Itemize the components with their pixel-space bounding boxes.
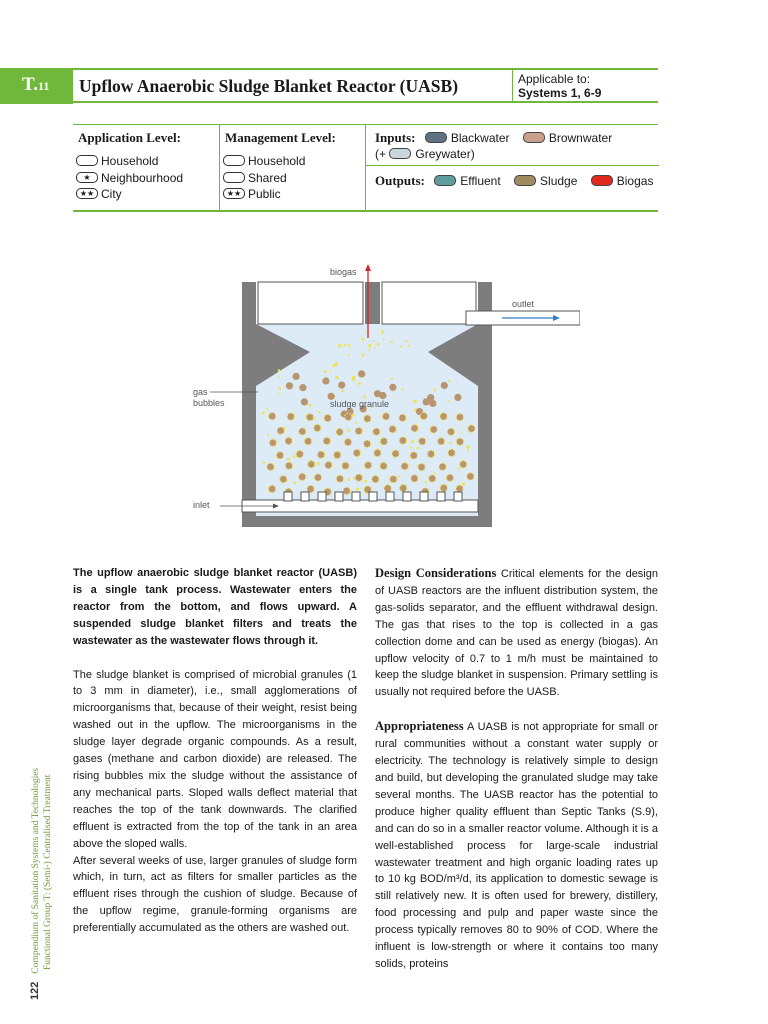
gas-bubble (338, 344, 341, 347)
sludge-granule (441, 382, 448, 389)
sludge-granule (373, 428, 380, 435)
gas-bubble (373, 340, 375, 342)
gas-bubble (381, 330, 384, 333)
body-paragraph: After several weeks of use, larger granules of sludge form which, in turn, act as filters for smaller particles as the effluent rises through the cushion of sludge. Because of the upflow regime, granule-forming organisms are preferentially accumulated as the others are washed out. (73, 854, 357, 935)
sludge-granule (364, 440, 371, 447)
sludge-granule (293, 373, 300, 380)
sludge-granule (267, 463, 274, 470)
sludge-granule (325, 462, 332, 469)
technology-header (0, 68, 658, 104)
sludge-granule (420, 412, 427, 419)
distributor-nozzle (369, 492, 377, 501)
sludge-granule (467, 473, 474, 480)
brownwater-swatch-icon (523, 132, 545, 143)
sludge-granule (324, 415, 331, 422)
page-number: 122 (29, 981, 41, 1000)
sludge-granule (399, 437, 406, 444)
sludge-granule (277, 452, 284, 459)
sludge-granule (301, 398, 308, 405)
sludge-granule (299, 428, 306, 435)
sludge-granule (342, 462, 349, 469)
sludge-granule (446, 474, 453, 481)
sludge-granule (345, 413, 352, 420)
compendium-title: Compendium of Sanitation Systems and Technologies (31, 767, 41, 974)
sludge-granule (299, 473, 306, 480)
gas-bubble (266, 407, 268, 409)
application-level-item (76, 171, 183, 185)
sludge-granule (277, 427, 284, 434)
gas-bubble (365, 331, 367, 333)
gas-bubble (391, 378, 393, 380)
design-considerations-paragraph (375, 565, 658, 701)
sludge-granule (390, 476, 397, 483)
sludge-granule (448, 449, 455, 456)
sludge-granule (343, 487, 350, 494)
gas-bubble (284, 427, 286, 429)
technology-code-box (0, 68, 73, 104)
sludge-granule (285, 437, 292, 444)
section-text: A UASB is not appropriate for small or rural communities without a constant water supply or electricity. The technology is relatively simple to design and build, but developing the granulated sludge may take several months. The UASB reactor has the potential to produce higher quality effluent than Septic Tanks (S.9), and can do so in a smaller reactor volume. Although it is a well-established process for large-scale industrial wastewater treatment and high organic loading rates up to 10 kg BOD/m³/d, its application to domestic sewage is still relatively new. It is often used for brewery, distillery, food processing and pulp and paper waste since the process typically removes 80 to 90% of COD. Where the influent is low-strength or where it contains too many solids, proteins (375, 721, 658, 970)
distributor-nozzle (386, 492, 394, 501)
technology-number: 11 (38, 79, 50, 93)
uasb-diagram (180, 258, 580, 533)
level-marker-icon (223, 155, 245, 166)
gas-bubble (344, 344, 347, 347)
level-label: Public (248, 187, 281, 201)
sludge-granule (365, 462, 372, 469)
gas-bubble (434, 472, 436, 474)
gas-bubble (308, 404, 311, 407)
sludge-granule (353, 449, 360, 456)
sludge-granule (338, 382, 345, 389)
body-paragraph: The sludge blanket is comprised of microbial granules (1 to 3 mm in diameter), i.e., small agglomerations of microorganisms that, because of their weight, resist being washed out in the upflow. The microorganisms in the sludge layer degrade organic compounds. As a result, gases (methane and carbon dioxide) are released. The rising bubbles mix the sludge without the assistance of any mechanical parts. Sloped walls deflect material that reaches the top of the tank downwards. The clarified effluent is extracted from the top of the tank in an area above the sloped walls. (73, 668, 357, 850)
gas-bubble (414, 400, 417, 403)
label-gas-bubbles-line2: bubbles (193, 398, 225, 408)
level-label: Household (101, 154, 159, 168)
distributor-nozzle (437, 492, 445, 501)
gas-bubble (458, 467, 460, 469)
sludge-granule (411, 425, 418, 432)
gas-dome-right (380, 282, 478, 324)
label-inlet: inlet (193, 500, 210, 510)
sludge-granule (419, 438, 426, 445)
management-level-item (223, 154, 305, 168)
gas-bubble (335, 364, 337, 366)
input-label: Blackwater (450, 131, 510, 145)
sludge-granule (392, 450, 399, 457)
application-level-heading: Application Level: (78, 130, 181, 145)
sludge-granule (308, 461, 315, 468)
gas-bubble (364, 480, 367, 483)
greywater-swatch-icon (389, 148, 411, 159)
section-heading: Design Considerations (375, 566, 497, 580)
sludge-granule (323, 437, 330, 444)
sludge-granule (269, 485, 276, 492)
functional-group: Functional Group T: (Semi-) Centralised Treatment (43, 774, 53, 970)
sludge-granule (440, 413, 447, 420)
sludge-granule (460, 461, 467, 468)
level-marker-icon (76, 155, 98, 166)
sludge-granule (382, 413, 389, 420)
biogas-swatch-icon (591, 175, 613, 186)
gas-bubble (263, 461, 266, 464)
gas-bubble (347, 478, 350, 481)
sludge-granule (429, 475, 436, 482)
biogas-arrow-head-icon (365, 264, 371, 271)
application-level-item (76, 187, 122, 201)
output-label: Sludge (540, 174, 578, 188)
gas-bubble (352, 414, 355, 417)
gas-bubble (361, 338, 364, 341)
level-label: Neighbourhood (101, 171, 184, 185)
sludge-granule (389, 426, 396, 433)
sludge-swatch-icon (514, 175, 536, 186)
gas-bubble (362, 354, 365, 357)
sludge-granule (269, 439, 276, 446)
sludge-granule (401, 463, 408, 470)
sludge-granule (468, 425, 475, 432)
section-heading: Appropriateness (375, 719, 464, 734)
right-column (375, 565, 658, 973)
application-level-item (76, 154, 158, 168)
output-label: Effluent (460, 174, 501, 188)
management-level-column (219, 125, 366, 210)
gas-bubble (330, 371, 332, 373)
sludge-granule (456, 414, 463, 421)
sludge-granule (389, 384, 396, 391)
sludge-granule (287, 413, 294, 420)
gas-bubble (267, 434, 269, 436)
lead-paragraph: The upflow anaerobic sludge blanket reactor (UASB) is a single tank process. Wastewater enters the reactor from the bottom, and flows upward. A suspended sludge blanket filters and treats the wastewater as the wastewater flows through it. (73, 567, 357, 647)
gas-bubble (293, 455, 296, 458)
sludge-granule (285, 462, 292, 469)
sludge-granule (411, 475, 418, 482)
sludge-granule (314, 474, 321, 481)
gas-bubble (450, 442, 452, 444)
sludge-granule (314, 424, 321, 431)
gas-bubble (317, 462, 320, 465)
sludge-granule (427, 450, 434, 457)
sludge-granule (447, 428, 454, 435)
input-label: Greywater) (415, 147, 475, 161)
gas-bubble (377, 343, 380, 346)
application-level-column (73, 125, 219, 210)
sludge-granule (317, 451, 324, 458)
sludge-granule (439, 463, 446, 470)
sludge-granule (456, 438, 463, 445)
appropriateness-paragraph (375, 718, 658, 973)
sludge-granule (322, 377, 329, 384)
distributor-nozzle (454, 492, 462, 501)
gas-bubble (278, 387, 281, 390)
sludge-granule (344, 439, 351, 446)
gas-bubble (410, 447, 412, 449)
distributor-nozzle (335, 492, 343, 501)
sludge-granule (286, 382, 293, 389)
gas-bubble (352, 376, 355, 379)
distributor-nozzle (420, 492, 428, 501)
gas-bubble (448, 400, 450, 402)
sludge-granule (280, 476, 287, 483)
output-label: Biogas (616, 174, 654, 188)
gas-bubble (348, 354, 350, 356)
gas-bubble (348, 344, 351, 347)
sludge-granule (456, 485, 463, 492)
gas-bubble (342, 390, 345, 393)
sludge-granule (269, 413, 276, 420)
gas-bubble (381, 332, 383, 334)
distributor-nozzle (403, 492, 411, 501)
level-marker-icon: ★★ (76, 188, 98, 199)
sludge-granule (438, 438, 445, 445)
page-title: Upflow Anaerobic Sludge Blanket Reactor (UASB) (79, 76, 459, 96)
applicable-value: Systems 1, 6-9 (518, 86, 602, 100)
sludge-granule (306, 414, 313, 421)
gas-bubble (278, 376, 280, 378)
label-gas-bubbles-line1: gas (193, 387, 208, 397)
sludge-granule (384, 485, 391, 492)
level-marker-icon: ★★ (223, 188, 245, 199)
outputs-heading: Outputs: (375, 173, 425, 188)
gas-bubble (356, 487, 359, 490)
sludge-granule (358, 370, 365, 377)
gas-bubble (278, 369, 281, 372)
gas-bubble (416, 447, 419, 450)
management-level-item (223, 187, 281, 201)
distributor-nozzle (284, 492, 292, 501)
inputs-extra-prefix: (+ (375, 147, 387, 161)
sludge-granule (380, 438, 387, 445)
applicable-label: Applicable to: (518, 72, 591, 86)
inputs-heading: Inputs: (375, 130, 416, 145)
gas-bubble (383, 338, 385, 340)
gas-bubble (358, 382, 361, 385)
sludge-granule (336, 475, 343, 482)
gas-bubble (335, 376, 338, 379)
gas-bubble (425, 481, 428, 484)
sludge-granule (355, 474, 362, 481)
sludge-granule (355, 427, 362, 434)
gas-bubble (434, 389, 436, 391)
info-table (73, 124, 658, 212)
sludge-granule (400, 485, 407, 492)
sludge-granule (305, 438, 312, 445)
gas-bubble (294, 482, 297, 485)
sludge-granule (454, 394, 461, 401)
gas-bubble (467, 449, 469, 451)
sludge-granule (374, 390, 381, 397)
sludge-granule (299, 384, 306, 391)
gas-bubble (405, 340, 408, 343)
gas-bubble (408, 345, 410, 347)
gas-bubble (368, 344, 371, 347)
sludge-granule (380, 462, 387, 469)
applicable-box (512, 70, 659, 102)
level-marker-icon (223, 172, 245, 183)
distributor-nozzle (352, 492, 360, 501)
sludge-granule (427, 394, 434, 401)
label-outlet: outlet (512, 299, 535, 309)
level-label: City (101, 187, 122, 201)
sludge-granule (296, 451, 303, 458)
sludge-granule (418, 464, 425, 471)
sludge-granule (399, 414, 406, 421)
sludge-granule (410, 452, 417, 459)
outputs-divider (366, 165, 659, 166)
gas-bubble (318, 411, 320, 413)
gas-bubble (400, 346, 402, 348)
management-level-heading: Management Level: (225, 130, 336, 145)
input-label: Brownwater (548, 131, 613, 145)
gas-dome-left (256, 282, 365, 324)
gas-bubble (398, 476, 400, 478)
sludge-granule (334, 451, 341, 458)
outputs-row (375, 173, 653, 189)
inputs-outputs-column (365, 125, 659, 210)
distributor-nozzle (301, 492, 309, 501)
left-column (73, 565, 357, 937)
sludge-granule (440, 484, 447, 491)
blackwater-swatch-icon (425, 132, 447, 143)
gas-bubble (355, 422, 357, 424)
gas-bubble (324, 370, 327, 373)
inputs-extra-row (375, 147, 475, 161)
gas-bubble (279, 393, 281, 395)
gas-bubble (461, 431, 463, 433)
level-label: Shared (248, 171, 287, 185)
gas-bubble (391, 341, 393, 343)
gas-bubble (332, 364, 335, 367)
level-marker-icon: ★ (76, 172, 98, 183)
sludge-granule (364, 415, 371, 422)
label-biogas: biogas (330, 267, 357, 277)
sludge-granule (336, 428, 343, 435)
sludge-granule (372, 476, 379, 483)
effluent-swatch-icon (434, 175, 456, 186)
distributor-nozzle (318, 492, 326, 501)
technology-code: T. (22, 74, 39, 95)
gas-bubble (402, 388, 404, 390)
gas-bubble (363, 395, 366, 398)
gas-bubble (448, 380, 450, 382)
label-sludge-granule: sludge granule (330, 399, 390, 409)
level-label: Household (248, 154, 306, 168)
gas-bubble (368, 349, 370, 351)
sludge-granule (430, 426, 437, 433)
sludge-granule (374, 449, 381, 456)
section-text: Critical elements for the design of UASB reactors are the influent distribution system, the gas-solids separator, and the effluent withdrawal design. The gas that rises to the top is collected in a gas collection dome and can be used as energy (biogas). An upflow velocity of 0.7 to 1 m/h must be maintained to keep the sludge blanket in suspension. Primary settling is usually not required before the UASB. (375, 568, 658, 699)
gas-bubble (466, 446, 469, 449)
gas-bubble (262, 412, 265, 415)
gas-bubble (462, 482, 465, 485)
gas-bubble (374, 347, 376, 349)
gas-bubble (411, 440, 414, 443)
side-running-footer (29, 700, 59, 1000)
management-level-item (223, 171, 287, 185)
gas-bubble (347, 429, 350, 432)
gas-bubble (287, 458, 290, 461)
inputs-row (375, 130, 612, 146)
